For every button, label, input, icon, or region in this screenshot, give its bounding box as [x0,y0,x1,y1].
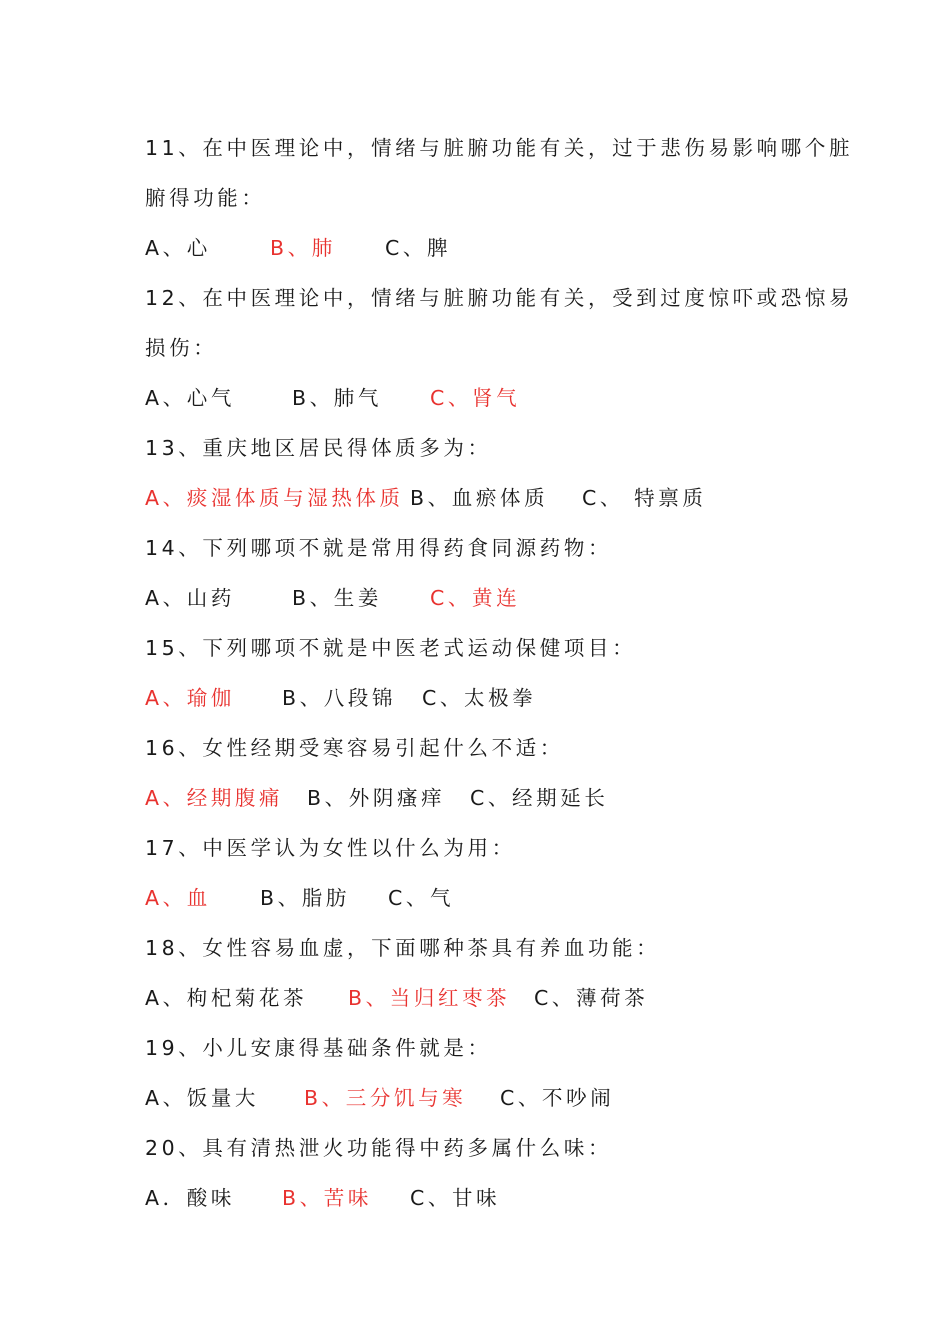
option-a: A、饭量大 [145,1086,260,1110]
question-15-stem: 15、下列哪项不就是中医老式运动保健项目： [145,636,637,660]
option-b-answer: B、当归红枣茶 [348,986,511,1010]
option-a-answer: A、经期腹痛 [145,786,284,810]
option-a: A、心气 [145,386,235,410]
option-a-answer: A、瑜伽 [145,686,235,710]
option-b: B、肺气 [292,386,382,410]
option-a: A．酸味 [145,1186,235,1210]
option-b-answer: B、苦味 [282,1186,372,1210]
option-c: C、经期延长 [470,786,609,810]
option-c-answer: C、黄连 [430,586,521,610]
question-11-stem-line-1: 11、在中医理论中，情绪与脏腑功能有关，过于悲伤易影响哪个脏 [145,136,854,160]
question-11-stem-line-2: 腑得功能： [145,186,266,210]
option-c: C、脾 [385,236,452,260]
option-a-answer: A、血 [145,886,211,910]
option-c: C、 特禀质 [582,486,707,510]
question-16-stem: 16、女性经期受寒容易引起什么不适： [145,736,564,760]
option-c-answer: C、肾气 [430,386,521,410]
question-19-stem: 19、小儿安康得基础条件就是： [145,1036,492,1060]
option-c: C、太极拳 [422,686,537,710]
option-c: C、不吵闹 [500,1086,615,1110]
question-12-stem-line-2: 损伤： [145,336,218,360]
option-a-answer: A、痰湿体质与湿热体质 [145,486,404,510]
option-b: B、八段锦 [282,686,397,710]
question-13-stem: 13、重庆地区居民得体质多为： [145,436,492,460]
question-20-stem: 20、具有清热泄火功能得中药多属什么味： [145,1136,613,1160]
option-b: B、血瘀体质 [410,486,549,510]
option-c: C、气 [388,886,455,910]
option-b-answer: B、三分饥与寒 [304,1086,467,1110]
question-18-stem: 18、女性容易血虚，下面哪种茶具有养血功能： [145,936,661,960]
question-14-stem: 14、下列哪项不就是常用得药食同源药物： [145,536,613,560]
question-17-stem: 17、中医学认为女性以什么为用： [145,836,516,860]
option-b: B、脂肪 [260,886,350,910]
option-c: C、薄荷茶 [534,986,649,1010]
option-a: A、枸杞菊花茶 [145,986,308,1010]
option-a: A、心 [145,236,211,260]
option-b: B、外阴瘙痒 [307,786,446,810]
option-c: C、甘味 [410,1186,501,1210]
option-b-answer: B、肺 [270,236,336,260]
option-b: B、生姜 [292,586,382,610]
question-12-stem-line-1: 12、在中医理论中，情绪与脏腑功能有关，受到过度惊吓或恐惊易 [145,286,854,310]
option-a: A、山药 [145,586,235,610]
